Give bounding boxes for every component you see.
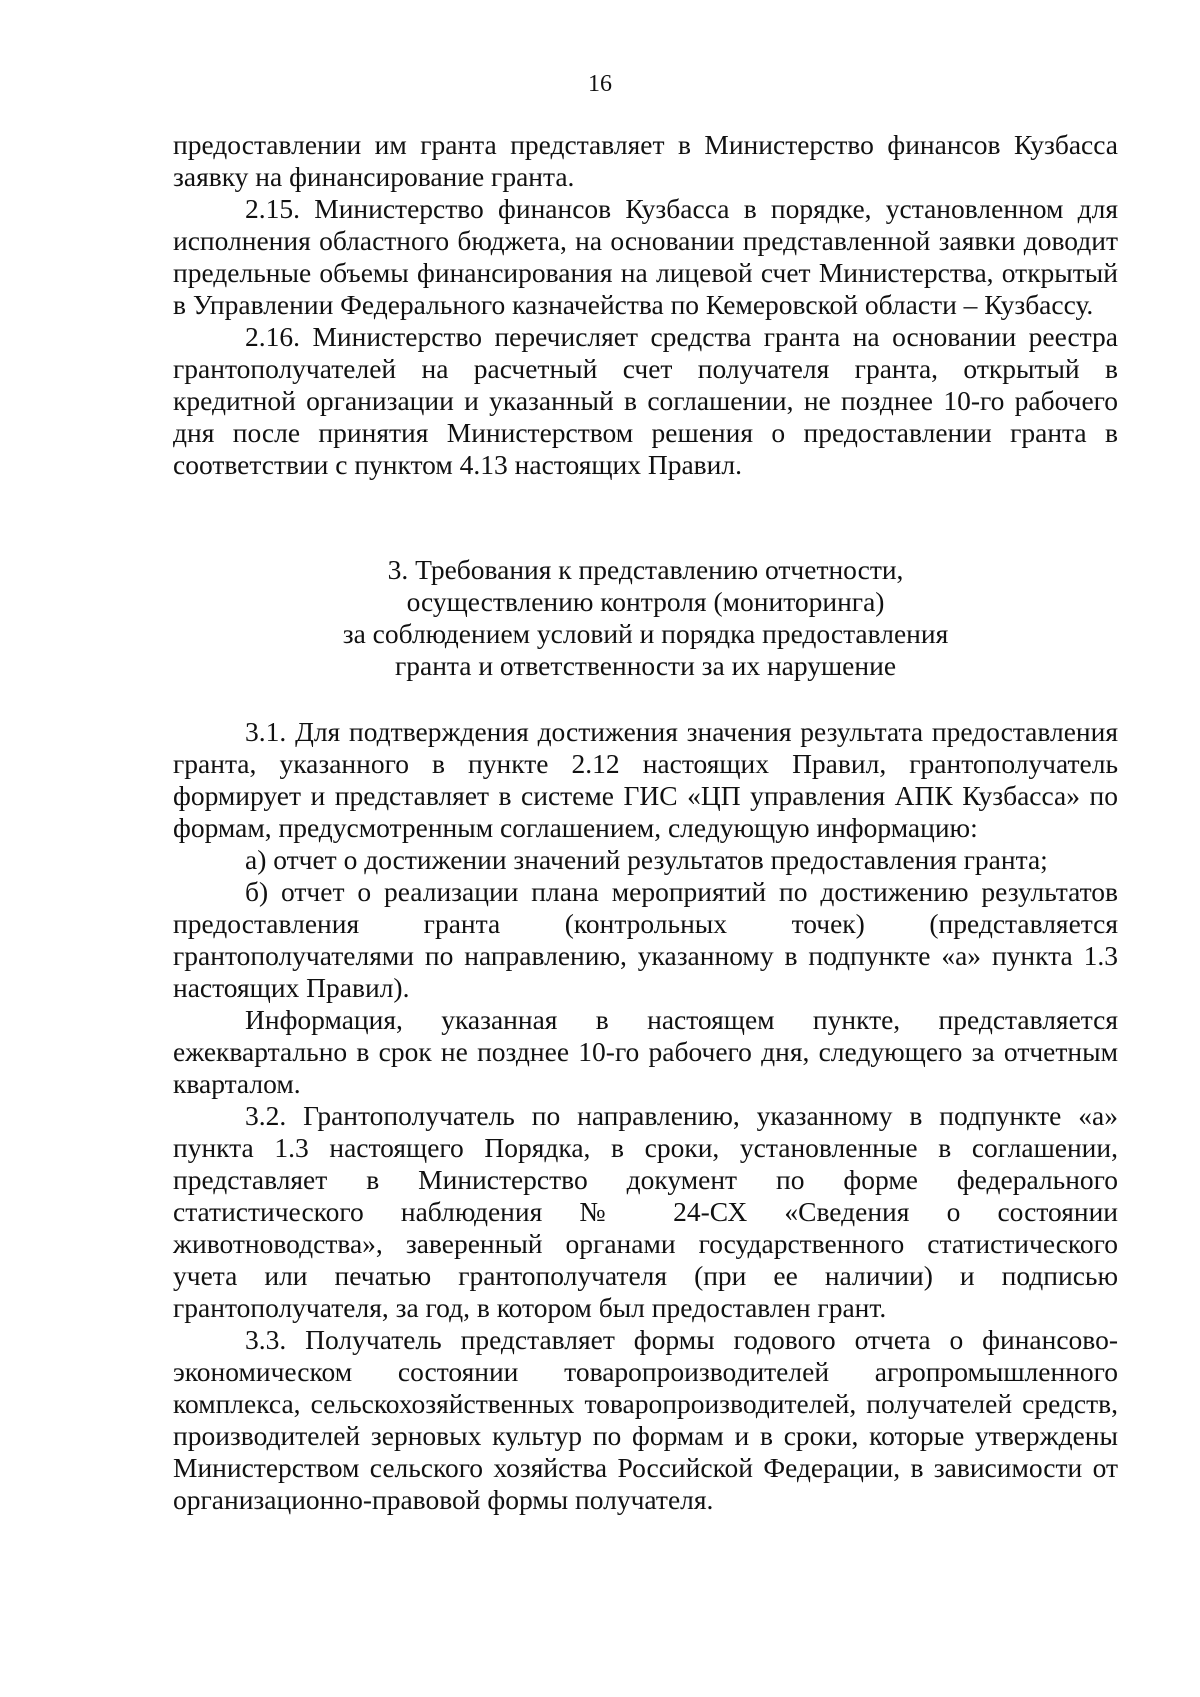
section-heading-line: 3. Требования к представлению отчетности, [387, 554, 904, 585]
section-heading-line: осуществлению контроля (мониторинга) [406, 586, 885, 617]
paragraph-3-3: 3.3. Получатель представляет формы годового отчета о финансово-экономическом состоянии товаропроизводителей агропромышленного комплекса, сельскохозяйственных товаропроизводителей, получателей средств, производителей зерновых культур по формам и в сроки, которые утверждены Министерством сельского хозяйства Российской Федерации, в зависимости от организационно-правовой формы получателя. [173, 1324, 1118, 1515]
paragraph-3-1-a: а) отчет о достижении значений результатов предоставления гранта; [245, 844, 1048, 875]
paragraph-continuation: предоставлении им гранта представляет в Министерство финансов Кузбасса заявку на финансирование гранта. [173, 129, 1118, 192]
section-3-heading [173, 554, 1118, 682]
document-body-top [173, 129, 1118, 481]
paragraph-2-16: 2.16. Министерство перечисляет средства гранта на основании реестра грантополучателей на расчетный счет получателя гранта, открытый в кредитной организации и указанный в соглашении, не позднее 10-го рабочего дня после принятия Министерством решения о предоставлении гранта в соответствии с пунктом 4.13 настоящих Правил. [173, 321, 1118, 480]
paragraph-3-1: 3.1. Для подтверждения достижения значения результата предоставления гранта, указанного в пункте 2.12 настоящих Правил, грантополучатель формирует и представляет в системе ГИС «ЦП управления АПК Кузбасса» по формам, предусмотренным соглашением, следующую информацию: [173, 716, 1118, 843]
section-heading-line: гранта и ответственности за их нарушение [394, 650, 897, 681]
paragraph-3-1-b: б) отчет о реализации плана мероприятий по достижению результатов предоставления гранта (контрольных точек) (представляется грантополучателями по направлению, указанному в подпункте «а» пункта 1.3 настоящих Правил). [173, 876, 1118, 1003]
paragraph-2-15: 2.15. Министерство финансов Кузбасса в порядке, установленном для исполнения областного бюджета, на основании представленной заявки доводит предельные объемы финансирования на лицевой счет Министерства, открытый в Управлении Федерального казначейства по Кемеровской области – Кузбассу. [173, 193, 1118, 320]
document-body-section-3 [173, 716, 1118, 1516]
paragraph-3-2: 3.2. Грантополучатель по направлению, указанному в подпункте «а» пункта 1.3 настоящего Порядка, в сроки, установленные в соглашении, представляет в Министерство документ по форме федерального статистического наблюдения № 24-СХ «Сведения о состоянии животноводства», заверенный органами государственного статистического учета или печатью грантополучателя (при ее наличии) и подписью грантополучателя, за год, в котором был предоставлен грант. [173, 1100, 1118, 1323]
page-number: 16 [588, 71, 612, 97]
section-heading-line: за соблюдением условий и порядка предоставления [342, 618, 949, 649]
paragraph-3-1-info: Информация, указанная в настоящем пункте, представляется ежеквартально в срок не позднее 10-го рабочего дня, следующего за отчетным кварталом. [173, 1004, 1118, 1099]
